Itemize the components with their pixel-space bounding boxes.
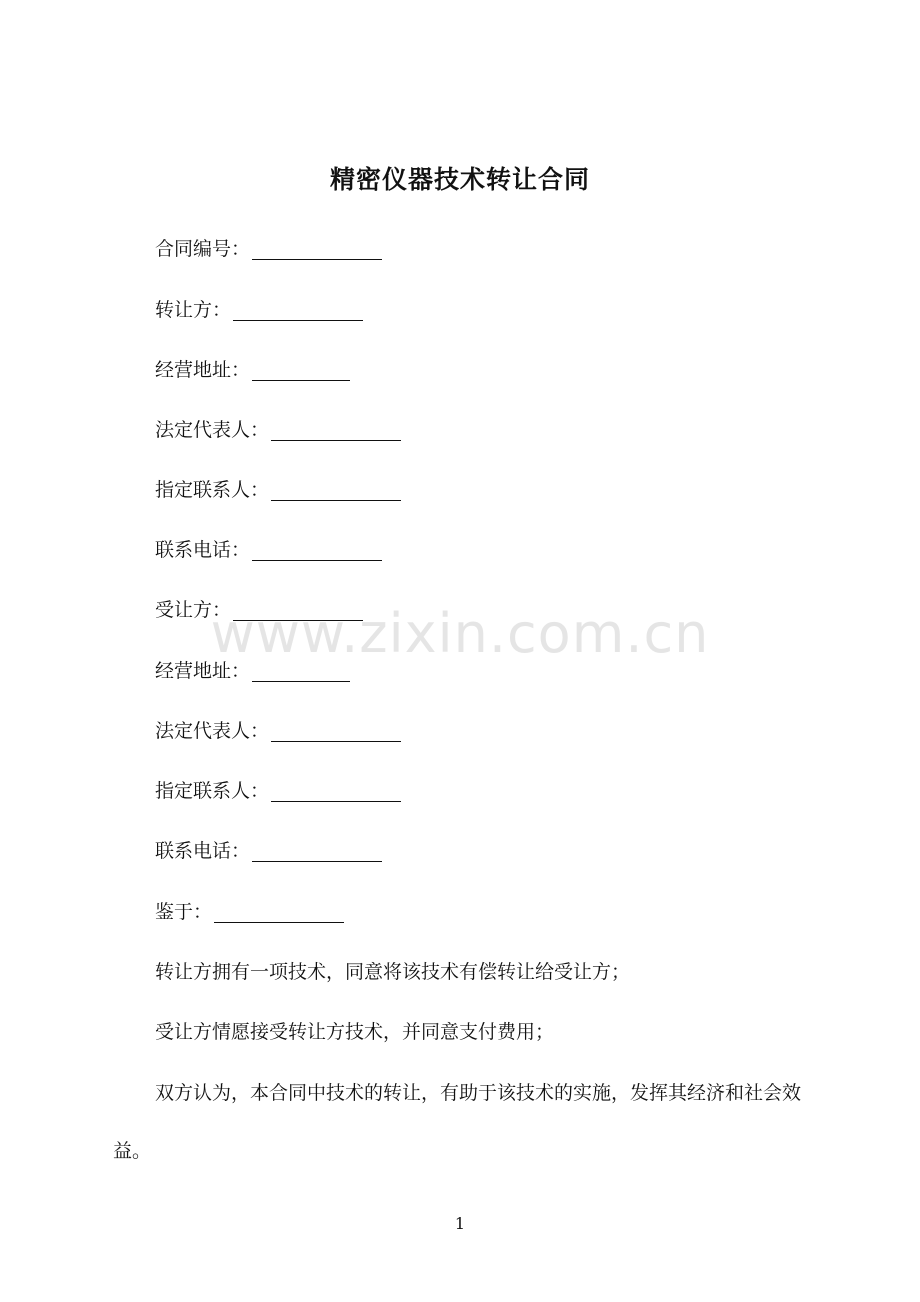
watermark-text: www.zixin.com.cn [210,602,710,665]
field-transferee-phone [155,836,382,866]
field-blank[interactable] [252,540,382,561]
field-transferor [155,295,363,325]
field-label: 转让方： [155,299,232,321]
field-label: 联系电话： [155,840,251,862]
field-transferee-legal-rep [155,716,401,746]
field-transferor-contact [155,475,401,505]
field-label: 指定联系人： [155,479,270,501]
field-blank[interactable] [271,781,401,802]
field-blank[interactable] [252,360,350,381]
field-blank[interactable] [252,841,382,862]
paragraph-mutual-benefit: 双方认为，本合同中技术的转让，有助于该技术的实施，发挥其经济和社会效益。 [113,1082,802,1162]
field-blank[interactable] [252,661,350,682]
field-label: 合同编号： [155,238,251,260]
document-title: 精密仪器技术转让合同 [329,165,590,194]
field-blank[interactable] [271,480,401,501]
field-label: 鉴于： [155,901,213,923]
field-whereas [155,897,344,927]
field-transferee-address [155,656,350,686]
field-label: 指定联系人： [155,780,270,802]
field-blank[interactable] [233,300,363,321]
field-contract-number [155,234,382,264]
field-transferor-phone [155,535,382,565]
field-blank[interactable] [271,420,401,441]
paragraph-transferor-owns: 转让方拥有一项技术，同意将该技术有偿转让给受让方； [155,961,631,983]
field-blank[interactable] [252,239,382,260]
field-label: 经营地址： [155,660,251,682]
field-label: 经营地址： [155,359,251,381]
field-label: 法定代表人： [155,720,270,742]
page-number: 1 [454,1214,466,1233]
field-transferee-contact [155,776,401,806]
field-blank[interactable] [233,600,363,621]
field-transferor-legal-rep [155,415,401,445]
field-blank[interactable] [271,721,401,742]
field-label: 受让方： [155,599,232,621]
field-label: 联系电话： [155,539,251,561]
paragraph-transferee-accepts: 受让方情愿接受转让方技术，并同意支付费用； [155,1021,555,1043]
field-transferor-address [155,355,350,385]
field-transferee [155,595,363,625]
field-label: 法定代表人： [155,419,270,441]
field-blank[interactable] [214,902,344,923]
